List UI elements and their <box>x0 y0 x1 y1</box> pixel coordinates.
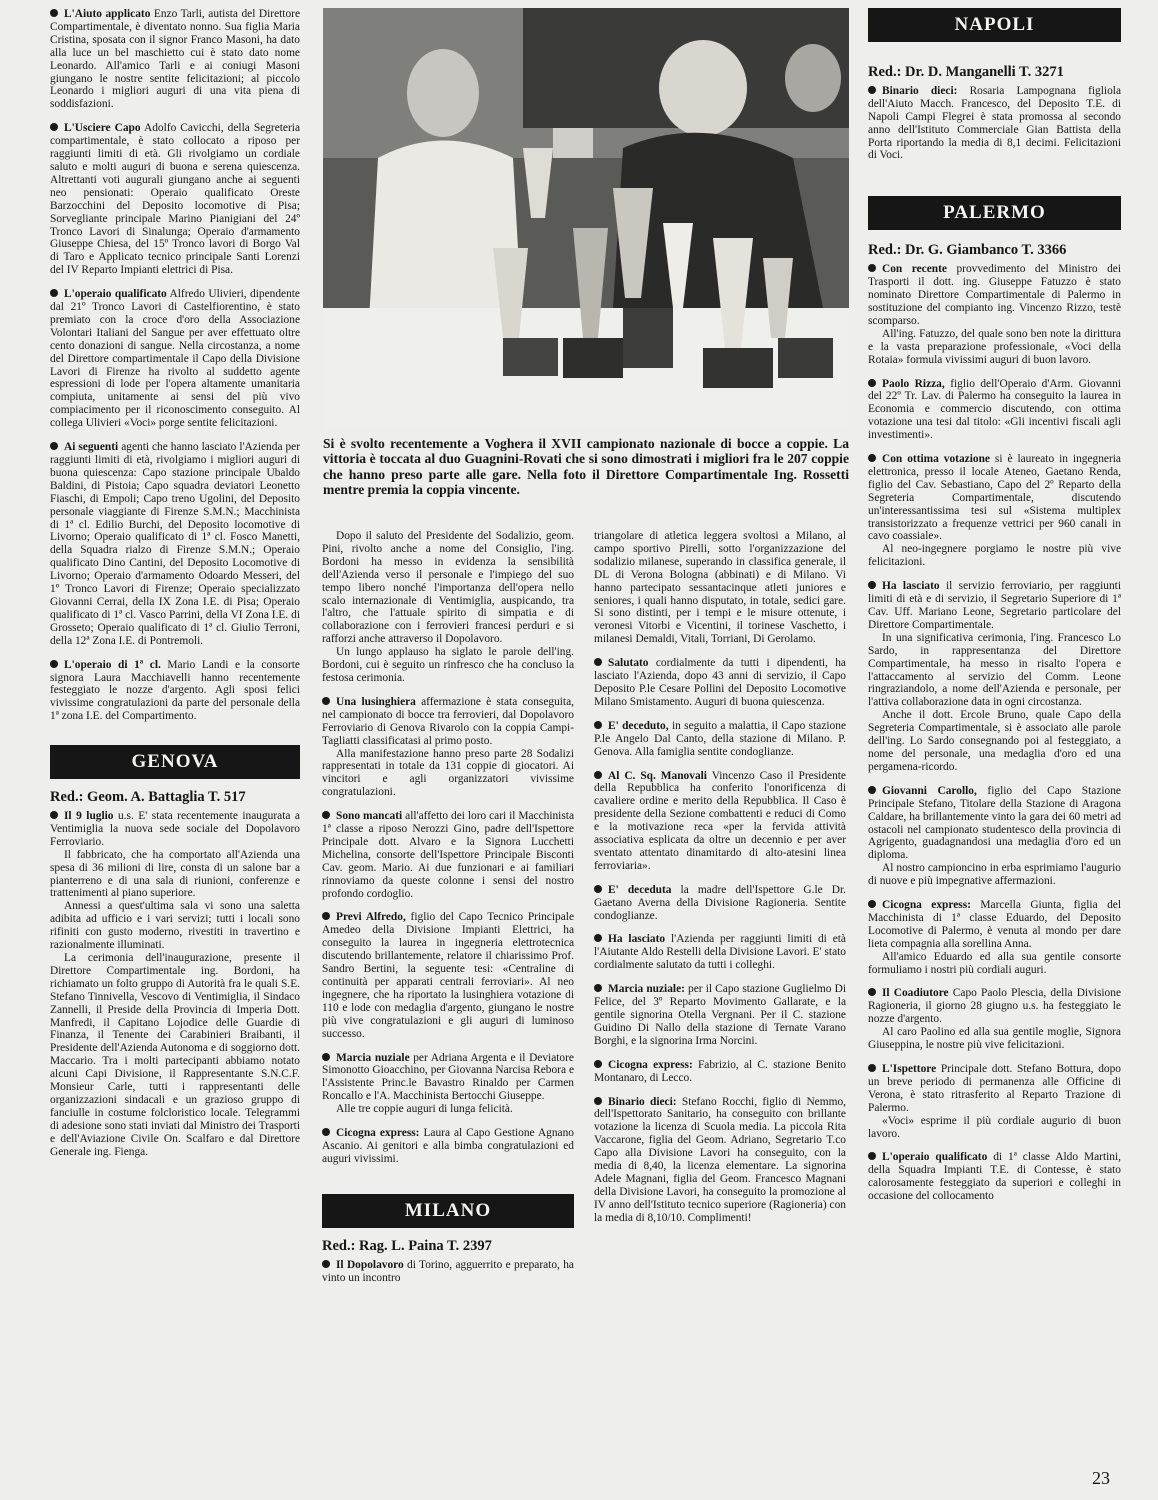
bullet-icon <box>594 934 602 942</box>
item-lead: E' deceduto, <box>608 719 669 732</box>
bullet-icon <box>868 454 876 462</box>
item-lead: E' deceduta <box>608 883 672 896</box>
bullet-icon <box>594 1097 602 1105</box>
item-lead: Salutato <box>608 657 649 670</box>
news-item <box>868 1151 1121 1203</box>
item-text: provvedimento del Ministro dei Trasporti il dott. ing. Giuseppe Fatuzzo è stato nominato Direttore Compartimentale di Palermo in sostituzione del compianto ing. Vincenzo Rizzo, testè scomparso. <box>868 263 1121 327</box>
news-item <box>50 441 300 648</box>
bullet-icon <box>322 1053 330 1061</box>
item-text: Adolfo Cavicchi, della Segreteria compartimentale, è stato collocato a riposo per raggiunti limiti di età. Gli rivolgiamo un cordiale saluto e molti auguri di buona e serena quiescenza. Altrettanti voti augurali giungano anche ai seguenti neo pensionati: Operaio qualificato Oreste Barzocchini del Deposito locomotive di Pisa; Sorvegliante principale Marino Pianigiani del 24º Tronco Lavori di Sinalunga; Operaio d'armamento Giuseppe Chiesa, del 15º Tronco lavori di Borgo Val di Taro e Applicato tecnico principale Santi Lorenzi del IV Reparto Impianti elettrici di Pisa. <box>50 122 300 277</box>
item-text: Marcella Giunta, figlia del Macchinista di 1ª classe Eduardo, del Deposito Locomotive di Palermo, è venuta al mondo per dare lieta compagnia alla sorellina Anna. <box>868 899 1121 950</box>
section-editor-milano: Red.: Rag. L. Paina T. 2397 <box>322 1237 492 1254</box>
item-text: agenti che hanno lasciato l'Azienda per raggiunti limiti di età, rivolgiamo i migliori auguri di buona quiescenza: Capo stazione principale Ubaldo Baldini, di Pistoia; Capo squadra deviatori Leonetto Fiaschi, di Empoli; Capo treno Ugolini, del Deposito personale viaggiante di Firenze S.M.N.; Macchinista di 1ª cl. Edilio Burchi, del Deposito locomotive di Livorno; Operaio qualificato di 1ª cl. Fosco Manetti, della Squadra rialzo di Firenze S.M.N.; Operaio qualificato Dino Cantini, del Deposito Locomotive di Livorno; Operaio d'armamento Odoardo Messeri, del 1º Tronco Lavori di Firenze; Operaio specializzato Giovanni Cerrai, della IX Zona I.E. di Pisa; Operaio qualificato di 1ª cl. Vasco Parrini, della VI Zona I.E. di Grosseto; Operaio qualificato di 1ª cl. Giulio Terroni, della 12ª Zona I.E. di Pontremoli. <box>50 441 301 647</box>
item-paragraph: Il fabbricato, che ha comportato all'Azienda una spesa di 36 milioni di lire, consta di un salone bar a pianterreno e di una sala di riunioni, conferenze e trattenimenti al piano superiore. <box>50 848 300 900</box>
bullet-icon <box>868 1152 876 1160</box>
news-item <box>594 720 846 759</box>
item-text: di 1ª classe Aldo Martini, della Squadra Impianti T.E. di Contesse, è stato calorosamente festeggiato da superiori e colleghi in occasione del collocamento <box>868 1151 1121 1203</box>
item-lead: Cicogna express: <box>882 899 971 912</box>
item-text: figlio del Capo Tecnico Principale Amedeo della Divisione Impianti Elettrici, ha conseguito la laurea in ingegneria elettrotecnica discutendo brillantemente, relatore il chiarissimo Prof. Sandro Bertini, la seguente tesi: «Centraline di continuità per apparati centrali ferroviari». Al neo ingegnere, che ha riportato la lusinghiera votazione di 110 e lode con medaglia d'argento, giungano le nostre più vive congratulazioni e gli auguri di luminoso successo. <box>322 911 574 1040</box>
section-banner-genova: GENOVA <box>50 745 300 779</box>
bullet-icon <box>50 442 58 450</box>
item-text: Alfredo Ulivieri, dipendente dal 21º Tronco Lavori di Castelfiorentino, è stato premiato con la croce d'oro della Associazione Volontari Italiani del Sangue per aver effettuato oltre cento donazioni di sangue. Nella circostanza, a nome del Direttore compartimentale il Capo della Divisione Lavori di Firenze ha rivolto al suddetto agente espressioni di lode per l'opera altamente umanitaria compiuta, unitamente ai sensi del più vivo compiacimento per il riconoscimento conseguito. Al collega Ulivieri «Voci» porge sentite felicitazioni. <box>50 288 300 430</box>
item-text: figlio del Capo Stazione Principale Stefano, Titolare della Stazione di Aragona Caldare, ha brillantemente vinto la gara dei 60 metri ad ostacoli nel campionato studentesco della provincia di Agrigento, guadagnandosi una medaglia d'oro ed un diploma. <box>868 784 1121 862</box>
column-2 <box>322 530 574 1296</box>
item-lead: Il Coadiutore <box>882 987 949 1000</box>
award-ceremony-photo <box>323 8 849 430</box>
item-text: Fabrizio, al C. stazione Benito Montanaro, di Lecco. <box>594 1058 847 1084</box>
item-paragraph: «Voci» esprime il più cordiale augurio di buon lavoro. <box>868 1114 1121 1140</box>
column-4 <box>868 8 1121 1214</box>
section-editor-palermo: Red.: Dr. G. Giambanco T. 3366 <box>868 242 1067 259</box>
bullet-icon <box>322 811 330 819</box>
item-lead: Giovanni Carollo, <box>882 784 977 797</box>
news-item <box>594 1096 846 1225</box>
bullet-icon <box>594 721 602 729</box>
news-item <box>50 659 300 724</box>
item-lead: Binario dieci: <box>608 1095 677 1108</box>
bullet-icon <box>322 1128 330 1136</box>
item-lead: L'operaio qualificato <box>64 288 167 301</box>
section-banner-palermo: PALERMO <box>868 196 1121 230</box>
item-text: Rosaria Lampognana figliola dell'Aiuto Macch. Francesco, del Deposito T.E. di Napoli Campi Flegrei è stata promossa al secondo anno dell'Istituto Commerciale Gian Battista della Porta riportando la media di 8,1 decimi. Felicitazioni di Voci. <box>868 84 1121 162</box>
news-item <box>594 657 846 709</box>
news-item <box>322 696 574 799</box>
bullet-icon <box>50 660 58 668</box>
item-lead: Binario dieci: <box>882 84 958 97</box>
news-item <box>50 8 300 111</box>
news-item <box>50 810 300 1158</box>
item-text: Enzo Tarli, autista del Direttore Compartimentale, è diventato nonno. Sua figlia Maria Cristina, sposata con il signor Franco Masoni, ha dato alla luce un bel maschietto cui è stato dato nome Leonardo. All'amico Tarli e ai coniugi Masoni giungano le nostre sentite felicitazioni; al piccolo Leonardo i migliori auguri di una vita piena di soddisfazioni. <box>50 8 300 111</box>
item-paragraph: Al nostro campioncino in erba esprimiamo l'augurio di nuove e più impegnative affermazioni. <box>868 862 1121 888</box>
news-item <box>868 987 1121 1052</box>
bullet-icon <box>868 86 876 94</box>
item-paragraph: Alla manifestazione hanno preso parte 28 Sodalizi rappresentati in totale da 131 coppie di giocatori. Ai vincitori e agli organizzatori vivissime congratulazioni. <box>322 747 574 799</box>
item-text: l'Azienda per raggiunti limiti di età l'Aiutante Aldo Restelli della Divisione Lavori. E' stato cordialmente salutato da tutti i colleghi. <box>594 933 846 972</box>
bullet-icon <box>594 1060 602 1068</box>
item-lead: Al C. Sq. Manovali <box>608 769 707 782</box>
news-item <box>868 1063 1121 1140</box>
item-lead: L'operaio di 1ª cl. <box>64 658 161 671</box>
item-lead: L'Ispettore <box>882 1063 937 1075</box>
item-lead: Paolo Rizza, <box>882 377 945 390</box>
photo-caption: Si è svolto recentemente a Voghera il XVII campionato nazionale di bocce a coppie. La vittoria è toccata al duo Guagnini-Rovati che si sono dimostrati i migliori fra le 207 coppie che hanno preso parte alle gare. Nella foto il Direttore Compartimentale Ing. Rossetti mentre premia la coppia vincente. <box>323 436 849 497</box>
bullet-icon <box>50 811 58 819</box>
milano-continuation <box>594 530 846 646</box>
section-banner-napoli: NAPOLI <box>868 8 1121 42</box>
item-paragraph: La cerimonia dell'inaugurazione, presente il Direttore Compartimentale ing. Bordoni, ha richiamato un folto gruppo di Autorità fra le quali S.E. Stefano Tinnivella, Vescovo di Ventimiglia, il Sindaco Zannelli, il Preside della Provincia di Imperia Dott. Manfredi, il Capitano Lojodice delle Guardie di Finanza, il Tenente dei Carabinieri Braibanti, il Presidente dell'Azienda Autonoma e di soggiorno dott. Maccario. Tra i molti partecipanti abbiamo notato alcuni Capi Divisione, il Rappresentante S.N.C.F. Monsieur Carle, tutti i rappresentanti delle organizzazioni sindacali e un grazioso gruppo di fanciulle in costume folcloristico locale. Telegrammi di adesione sono stati inviati dal Ministro dei Trasporti e dell'Aviazione Civile On. Scalfaro e dal Direttore Generale ing. Fienga. <box>50 952 300 1158</box>
news-item <box>868 85 1121 162</box>
news-item <box>594 770 846 873</box>
item-lead: Ha lasciato <box>608 933 666 946</box>
news-item <box>868 263 1121 366</box>
item-text: in seguito a malattia, il Capo stazione P.le Angelo Dal Canto, della stazione di Milano. P. Genova. Alla famiglia sentite condoglianze. <box>594 719 846 758</box>
column-3 <box>594 530 846 1236</box>
item-lead: Ai seguenti <box>64 441 119 454</box>
item-paragraph: All'amico Eduardo ed alla sua gentile consorte formuliamo i nostri più cordiali auguri. <box>868 950 1121 976</box>
section-editor-genova: Red.: Geom. A. Battaglia T. 517 <box>50 789 246 806</box>
item-text: si è laureato in ingegneria elettronica, presso il locale Ateneo, Gaetano Renda, figlio del Cav. Sebastiano, Capo del 2º Reparto della Segreteria Compartimentale, discutendo un'interessantissima tesi sul «Sistema multiplex transistorizzato a frequenze vettrici per 960 canali in cavo coassiale». <box>868 453 1121 543</box>
genova-continuation <box>322 530 574 685</box>
item-text: all'affetto dei loro cari il Macchinista 1ª classe a riposo Nerozzi Gino, padre dell'Ispettore Principale dott. Alvaro e la Signora Lucchetti Michelina, consorte dell'Ispettore Principale Bisconti Cav. geom. Mario. Ai due funzionari e ai familiari rinnoviamo da queste colonne i sensi del nostro profondo cordoglio. <box>322 810 575 900</box>
bullet-icon <box>50 289 58 297</box>
item-text: la madre dell'Ispettore G.le Dr. Gaetano Averna della Divisione Ragioneria. Sentite condoglianze. <box>594 883 846 922</box>
item-text: il servizio ferroviario, per raggiunti limiti di età e di servizio, il Segretario Superiore di 1ª Cav. Uff. Mariano Leone, Segretario particolare del Direttore Compartimentale. <box>868 580 1121 631</box>
item-lead: Cicogna express: <box>336 1127 420 1140</box>
item-text: affermazione è stata conseguita, nel campionato di bocce tra ferrovieri, dal Dopolavoro Ferroviario di Genova Rivarolo con la coppia Campi-Tagliatti classificatasi al primo posto. <box>322 695 574 747</box>
item-lead: Sono mancati <box>336 810 403 823</box>
bullet-icon <box>322 912 330 920</box>
bullet-icon <box>50 123 58 131</box>
item-paragraph: triangolare di atletica leggera svoltosi a Milano, al campo sportivo Pirelli, sotto l'organizzazione del sodalizio milanese, superando in classifica generale, il DL di Verona Bologna (abbinati) e di Milano. Vi hanno partecipato sessantacinque atleti juniores e seniores, i quali hanno disputato, in totale, sedici gare. Si sono distinti, per i tempi e le misure ottenute, i veronesi Vitorbi e Vicentini, il torinese Vaschetto, i milanesi Demaldi, Vitali, Torriani, Di Gerolamo. <box>594 530 846 646</box>
bullet-icon <box>322 697 330 705</box>
bullet-icon <box>868 264 876 272</box>
page-number: 23 <box>1092 1468 1110 1488</box>
item-lead: L'operaio qualificato <box>882 1151 988 1164</box>
item-lead: Marcia nuziale: <box>608 983 685 996</box>
news-item <box>322 1127 574 1166</box>
item-paragraph: Annessi a quest'ultima sala vi sono una saletta adibita ad ufficio e i vari servizi; tutti i locali sono rifiniti con gusto moderno, rivestiti in travertino e razionalmente illuminati. <box>50 900 300 952</box>
item-lead: Marcia nuziale <box>336 1051 410 1064</box>
item-text: Stefano Rocchi, figlio di Nemmo, dell'Ispettorato Sanitario, ha conseguito con brillante votazione la licenza di Scuola media. La piccola Rita Vaccarone, figlia del Geom. Adriano, Segretario T.co Capo alla Divisione Lavori ha conseguito, con la media di 8,40, la licenza elementare. La signorina Adele Magnani, figlia del Geom. Francesco Magnani della Divisione Lavori, ha conseguito la promozione al IV anno dell'Istituto tecnico superiore (Ragioneria) con la media di 8,10/10. Complimenti! <box>594 1095 847 1224</box>
news-item <box>322 911 574 1040</box>
bullet-icon <box>868 379 876 387</box>
news-item <box>50 122 300 277</box>
item-paragraph: Anche il dott. Ercole Bruno, quale Capo della Segreteria Compartimentale, si è associato alle parole dell'ing. Lo Sardo consegnando poi al festeggiato, a nome del personale, una medaglia d'oro ed una pergamena-ricordo. <box>868 709 1121 773</box>
item-lead: Una lusinghiera <box>336 695 416 708</box>
item-paragraph: Al neo-ingegnere porgiamo le nostre più vive felicitazioni. <box>868 543 1121 569</box>
item-paragraph: Un lungo applauso ha siglato le parole dell'ing. Bordoni, cui è seguito un rinfresco che ha concluso la festosa cerimonia. <box>322 646 574 684</box>
item-lead: Il Dopolavoro <box>336 1258 404 1271</box>
item-paragraph: In una significativa cerimonia, l'ing. Francesco Lo Sardo, in rappresentanza del Direttore Compartimentale, ha messo in risalto l'opera e l'attaccamento al servizio del Comm. Leone ringraziandolo, a nome dell'Azienda e personale, per l'attiva collaborazione data in ogni circostanza. <box>868 631 1121 709</box>
news-item <box>594 933 846 972</box>
news-item <box>322 1052 574 1117</box>
bullet-icon <box>868 900 876 908</box>
item-text: per Adriana Argenta e il Deviatore Simonotto Gioacchino, per Giovanna Narcisa Rebora e l'Assistente Princ.le Bavastro Rinaldo per Carmen Roncallo e l'A. Macchinista Bertocchi Giuseppe. <box>322 1051 574 1103</box>
news-item <box>868 785 1121 888</box>
item-text: di Torino, agguerrito e preparato, ha vinto un incontro <box>322 1258 574 1284</box>
bullet-icon <box>868 581 876 589</box>
item-text: figlio dell'Operaio d'Arm. Giovanni del 22º Tr. Lav. di Palermo ha conseguito la laurea in Economia e commercio discutendo, con ottima votazione una tesi dal titolo: «Gli incentivi fiscali agli investimenti». <box>868 377 1121 442</box>
bullet-icon <box>868 988 876 996</box>
item-text: Laura al Capo Gestione Agnano Ascanio. Ai genitori e alla bimba congratulazioni ed auguri vivissimi. <box>322 1127 575 1165</box>
item-lead: Il 9 luglio <box>64 810 114 823</box>
item-lead: L'Aiuto applicato <box>64 8 151 20</box>
news-item <box>868 453 1121 569</box>
item-text: Principale dott. Stefano Bottura, dopo un breve periodo di permanenza alle Officine di Verona, è stato ritrasferito al Reparto Trazione di Palermo. <box>868 1063 1121 1114</box>
bullet-icon <box>868 786 876 794</box>
news-item <box>322 1259 574 1285</box>
item-text: Capo Paolo Plescia, della Divisione Ragioneria, il giorno 28 giugno u.s. ha festeggiato le nozze d'argento. <box>868 987 1121 1026</box>
column-1 <box>50 8 300 1170</box>
news-item <box>594 884 846 923</box>
news-item <box>322 810 574 900</box>
bullet-icon <box>868 1064 876 1072</box>
section-editor-napoli: Red.: Dr. D. Manganelli T. 3271 <box>868 64 1064 80</box>
item-text: per il Capo stazione Guglielmo Di Felice, del 3º Reparto Movimento Gallarate, e la gentile signorina Otella Vergnani. Per il C. stazione Guidino Di Nallo della stazione di Ternate Varano Borghi, e la signorina Irma Norcini. <box>594 983 846 1047</box>
bullet-icon <box>322 1260 330 1268</box>
item-lead: Previ Alfredo, <box>336 911 406 924</box>
trophy-photo-illustration <box>323 8 849 430</box>
item-lead: L'Usciere Capo <box>64 122 141 135</box>
bullet-icon <box>594 658 602 666</box>
bullet-icon <box>594 984 602 992</box>
section-banner-milano: MILANO <box>322 1194 574 1228</box>
item-text: u.s. E' stata recentemente inaugurata a Ventimiglia la nuova sede sociale del Dopolavoro Ferroviario. <box>50 810 300 848</box>
news-item <box>868 378 1121 443</box>
item-lead: Con ottima votazione <box>882 453 990 466</box>
item-lead: Ha lasciato <box>882 580 940 593</box>
bullet-icon <box>594 885 602 893</box>
item-paragraph: Dopo il saluto del Presidente del Sodalizio, geom. Pini, rivolto anche a nome del Consiglio, l'ing. Bordoni ha messo in evidenza la sensibilità dell'Azienda verso il personale e l'impiego del suo tempo libero nonché l'importanza dell'opera nello scalo internazionale di Ventimiglia, auspicando, tra l'altro, che l'attuale spirito di simpatia e di collaborazione con i ferrovieri francesi perduri e si rafforzi anche attraverso il Dopolavoro. <box>322 530 574 646</box>
item-paragraph: Alle tre coppie auguri di lunga felicità. <box>336 1103 513 1116</box>
item-lead: Con recente <box>882 263 947 276</box>
item-paragraph: Al caro Paolino ed alla sua gentile moglie, Signora Giuseppina, le nostre più vive felicitazioni. <box>868 1026 1121 1052</box>
news-item <box>50 288 300 430</box>
news-item <box>868 899 1121 976</box>
item-text: cordialmente da tutti i dipendenti, ha lasciato l'Azienda, dopo 43 anni di servizio, il Capo Deposito P.le Cesare Pollini del Deposito Locomotive Milano Smistamento. Auguri di buona quiescenza. <box>594 657 846 708</box>
item-lead: Cicogna express: <box>608 1058 693 1071</box>
news-item <box>868 580 1121 774</box>
bullet-icon <box>594 771 602 779</box>
news-item <box>594 983 846 1048</box>
item-text: Mario Landi e la consorte signora Laura Macchiavelli hanno recentemente festeggiato le nozze d'argento. Agli sposi felici vivissime congratulazioni da parte del personale della 1ª zona I.E. del Compartimento. <box>50 658 300 723</box>
bullet-icon <box>50 9 58 17</box>
news-item <box>594 1059 846 1085</box>
item-paragraph: All'ing. Fatuzzo, del quale sono ben note la dirittura e la vasta preparazione professionale, «Voci della Rotaia» formula vivissimi auguri di buon lavoro. <box>868 327 1121 366</box>
item-text: Vincenzo Caso il Presidente della Repubblica ha conferito l'onorificenza di cavaliere ordine e merito della Repubblica. Il Caso è presidente della Sezione combattenti e reduci di Como e la motivazione reca «per la fervida attività associativa esplicata da oltre un decennio e per aver sventato attentato dinamitardo di alto-atesini linea ferroviaria». <box>594 769 846 872</box>
